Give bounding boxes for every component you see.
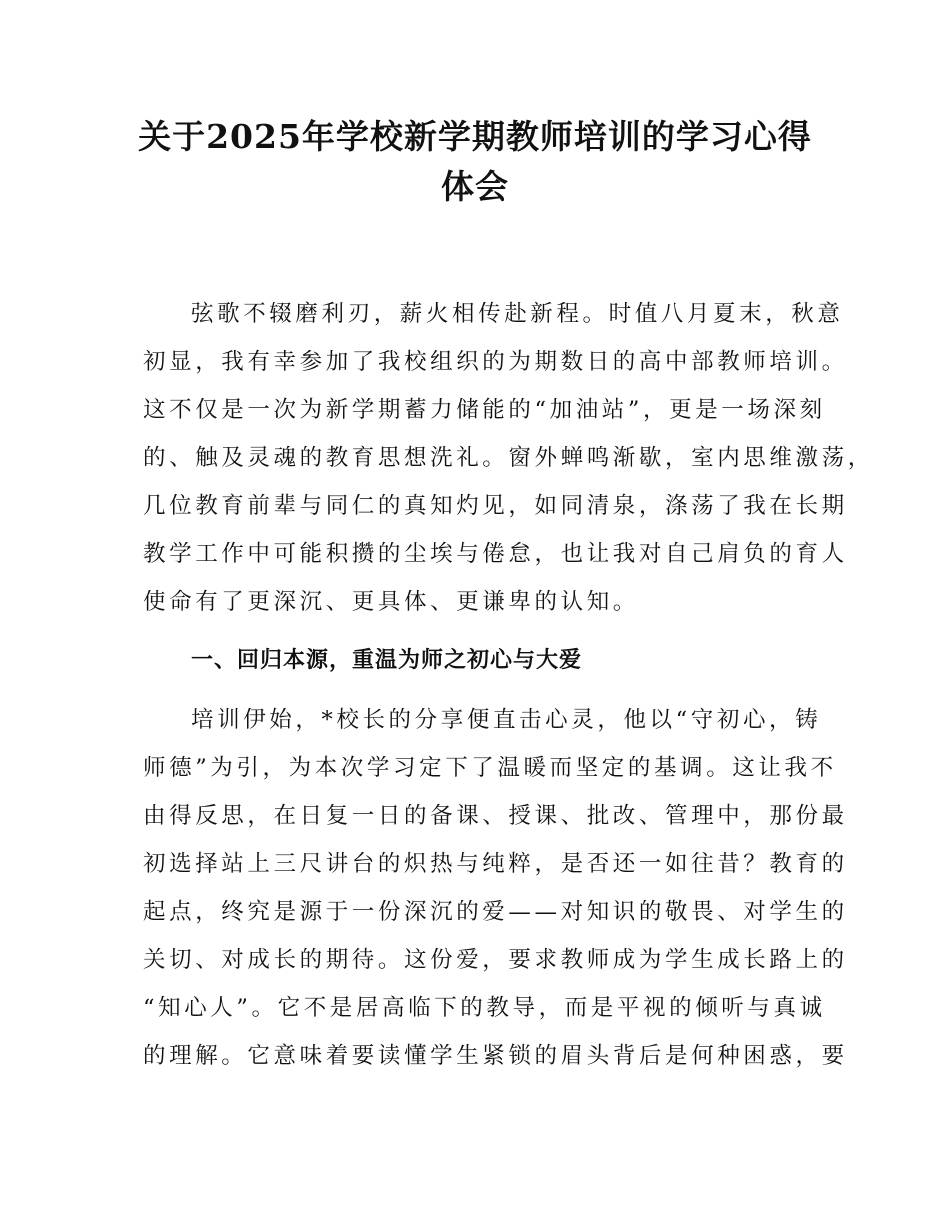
section-heading-1: 一、回归本源，重温为师之初心与大爱: [191, 648, 583, 673]
text-line: 初显，我有幸参加了我校组织的为期数日的高中部教师培训。: [143, 349, 848, 375]
text-line: 师德”为引，为本次学习定下了温暖而坚定的基调。这让我不: [143, 755, 837, 781]
text-line: 培训伊始，*校长的分享便直击心灵，他以“守初心，铸: [191, 707, 822, 733]
text-line: 的理解。它意味着要读懂学生紧锁的眉头背后是何种困惑，要: [143, 1043, 848, 1069]
text-line: 弦歌不辍磨利刃，薪火相传赴新程。时值八月夏末，秋意: [191, 301, 844, 327]
text-line: 的、触及灵魂的教育思想洗礼。窗外蝉鸣渐歇，室内思维激荡，: [143, 445, 874, 471]
document-title: [120, 112, 830, 212]
text-line: 几位教育前辈与同仁的真知灼见，如同清泉，涤荡了我在长期: [143, 493, 848, 519]
text-line: 这不仅是一次为新学期蓄力储能的“加油站”，更是一场深刻: [143, 397, 826, 423]
paragraph-section-1: [143, 696, 848, 1080]
text-line: 由得反思，在日复一日的备课、授课、批改、管理中，那份最: [143, 803, 848, 829]
text-line: 教学工作中可能积攒的尘埃与倦怠，也让我对自己肩负的育人: [143, 541, 848, 567]
title-line-2: 体会: [441, 167, 509, 206]
title-line-1: 关于2025年学校新学期教师培训的学习心得: [138, 117, 812, 156]
text-line: 使命有了更深沉、更具体、更谦卑的认知。: [143, 589, 639, 615]
text-line: “知心人”。它不是居高临下的教导，而是平视的倾听与真诚: [143, 995, 826, 1021]
paragraph-intro: [143, 290, 874, 626]
text-line: 起点，终究是源于一份深沉的爱——对知识的敬畏、对学生的: [143, 899, 848, 925]
document-body: [143, 290, 874, 1080]
text-line: 关切、对成长的期待。这份爱，要求教师成为学生成长路上的: [143, 947, 848, 973]
text-line: 初选择站上三尺讲台的炽热与纯粹，是否还一如往昔？教育的: [143, 851, 848, 877]
